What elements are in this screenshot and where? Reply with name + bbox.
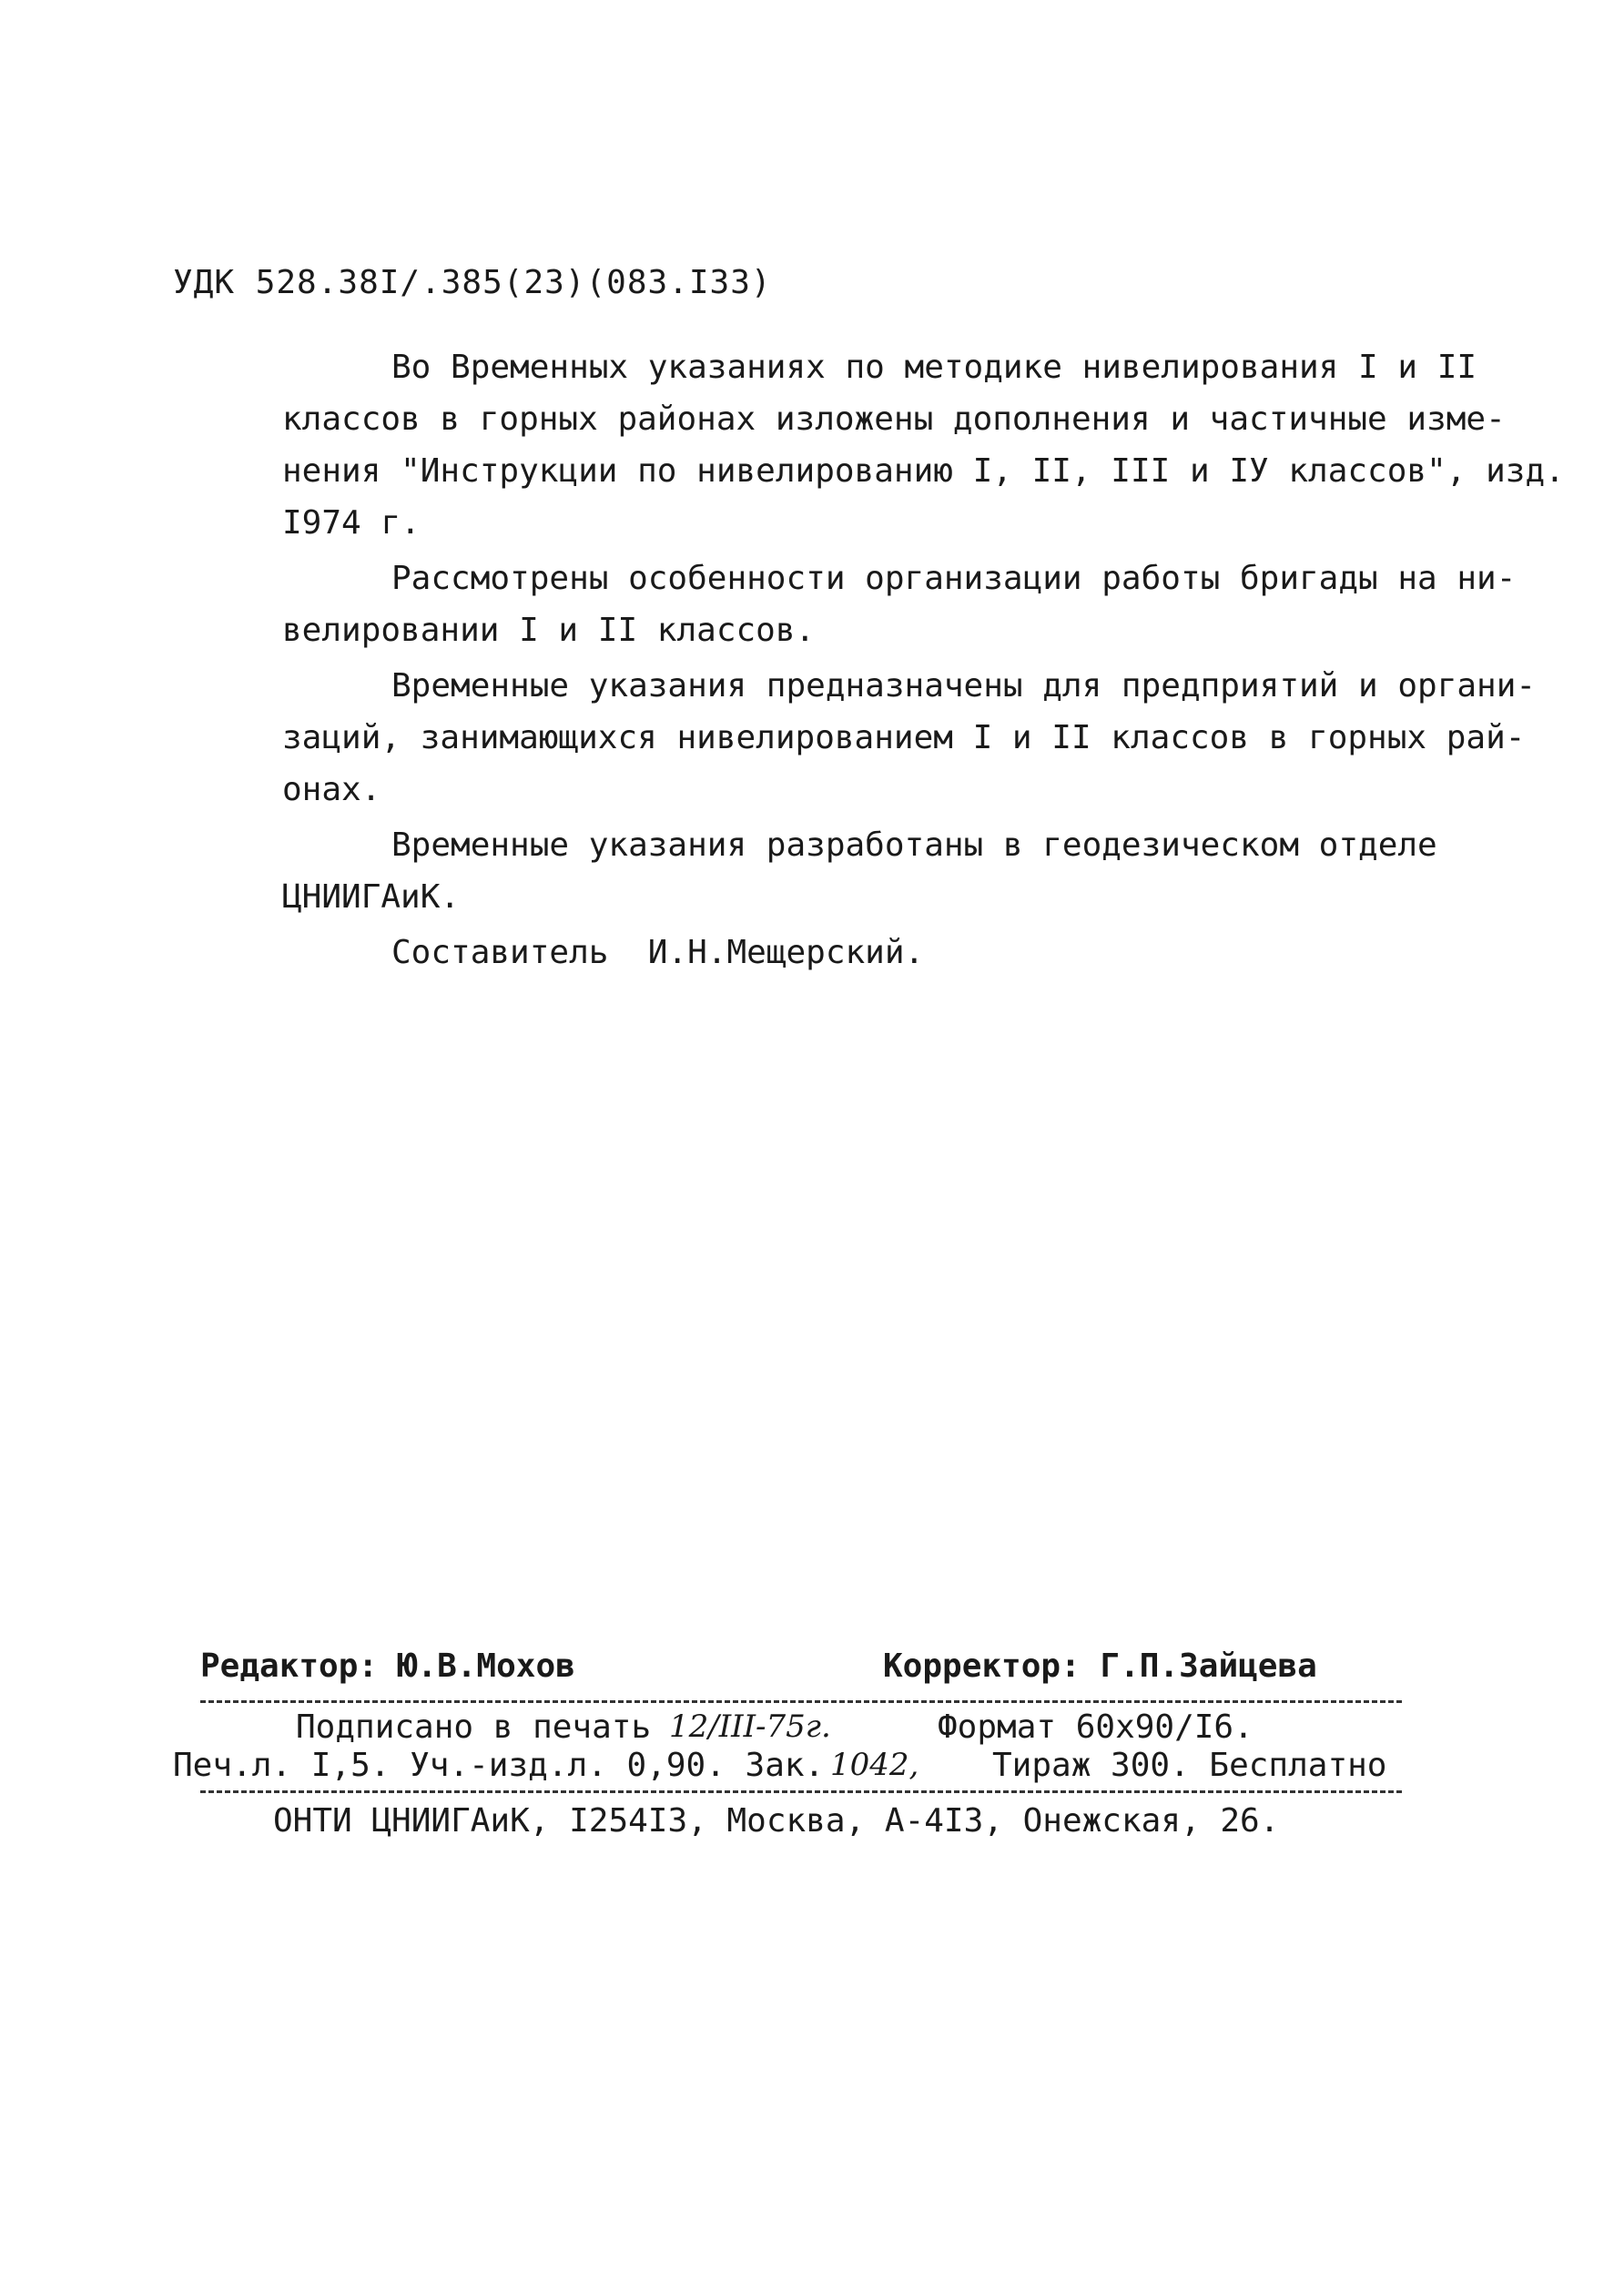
imprint-block: [173, 1647, 1411, 1839]
text-line: онах.: [282, 771, 381, 808]
paragraph-2: [173, 553, 1517, 656]
paragraph-1: [173, 341, 1565, 549]
text-line: Рассмотрены особенности организации работы бригады на ни-: [391, 560, 1517, 597]
print-sheets: Печ.л. I,5. Уч.-изд.л. 0,90. Зак.: [173, 1747, 825, 1784]
circulation: Тираж 300. Бесплатно: [992, 1747, 1387, 1784]
corrector-credit: Корректор: Г.П.Зайцева: [883, 1647, 1317, 1685]
text-line: классов в горных районах изложены дополнения и частичные изме-: [282, 400, 1506, 438]
paragraph-compiler: [173, 927, 1429, 978]
compiler-line: Составитель И.Н.Мещерский.: [391, 934, 925, 971]
staff-row: [173, 1647, 1411, 1695]
annotation-text: [173, 341, 1565, 982]
print-row-2: [173, 1747, 1411, 1785]
format: Формат 60х90/I6.: [938, 1708, 1254, 1746]
editor-credit: Редактор: Ю.В.Мохов: [200, 1647, 575, 1685]
signed-date: 12/III-75г.: [669, 1708, 831, 1745]
udk-code: УДК 528.38I/.385(23)(083.I33): [173, 264, 772, 301]
text-line: Во Временных указаниях по методике нивелирования I и II: [391, 349, 1477, 386]
text-line: Временные указания разработаны в геодезическом отделе: [391, 826, 1437, 864]
text-line: велировании I и II классов.: [282, 612, 816, 649]
divider: [200, 1700, 1402, 1703]
paragraph-3: [173, 660, 1537, 816]
print-row-1: [173, 1708, 1411, 1747]
text-line: Временные указания предназначены для предприятий и органи-: [391, 667, 1537, 705]
publisher-row: [173, 1799, 1411, 1839]
divider: [200, 1790, 1402, 1793]
order-number: 1042,: [830, 1747, 919, 1783]
text-line: заций, занимающихся нивелированием I и II классов в горных рай-: [282, 719, 1526, 756]
text-line: I974 г.: [282, 504, 421, 542]
signed-label: Подписано в печать: [296, 1708, 652, 1746]
paragraph-4: [173, 819, 1437, 923]
text-line: ЦНИИГАиК.: [282, 878, 461, 916]
text-line: нения "Инструкции по нивелированию I, II, III и IУ классов", изд.: [282, 452, 1565, 490]
publisher-address: ОНТИ ЦНИИГАиК, I254I3, Москва, А-4I3, Онежская, 26.: [273, 1802, 1280, 1840]
